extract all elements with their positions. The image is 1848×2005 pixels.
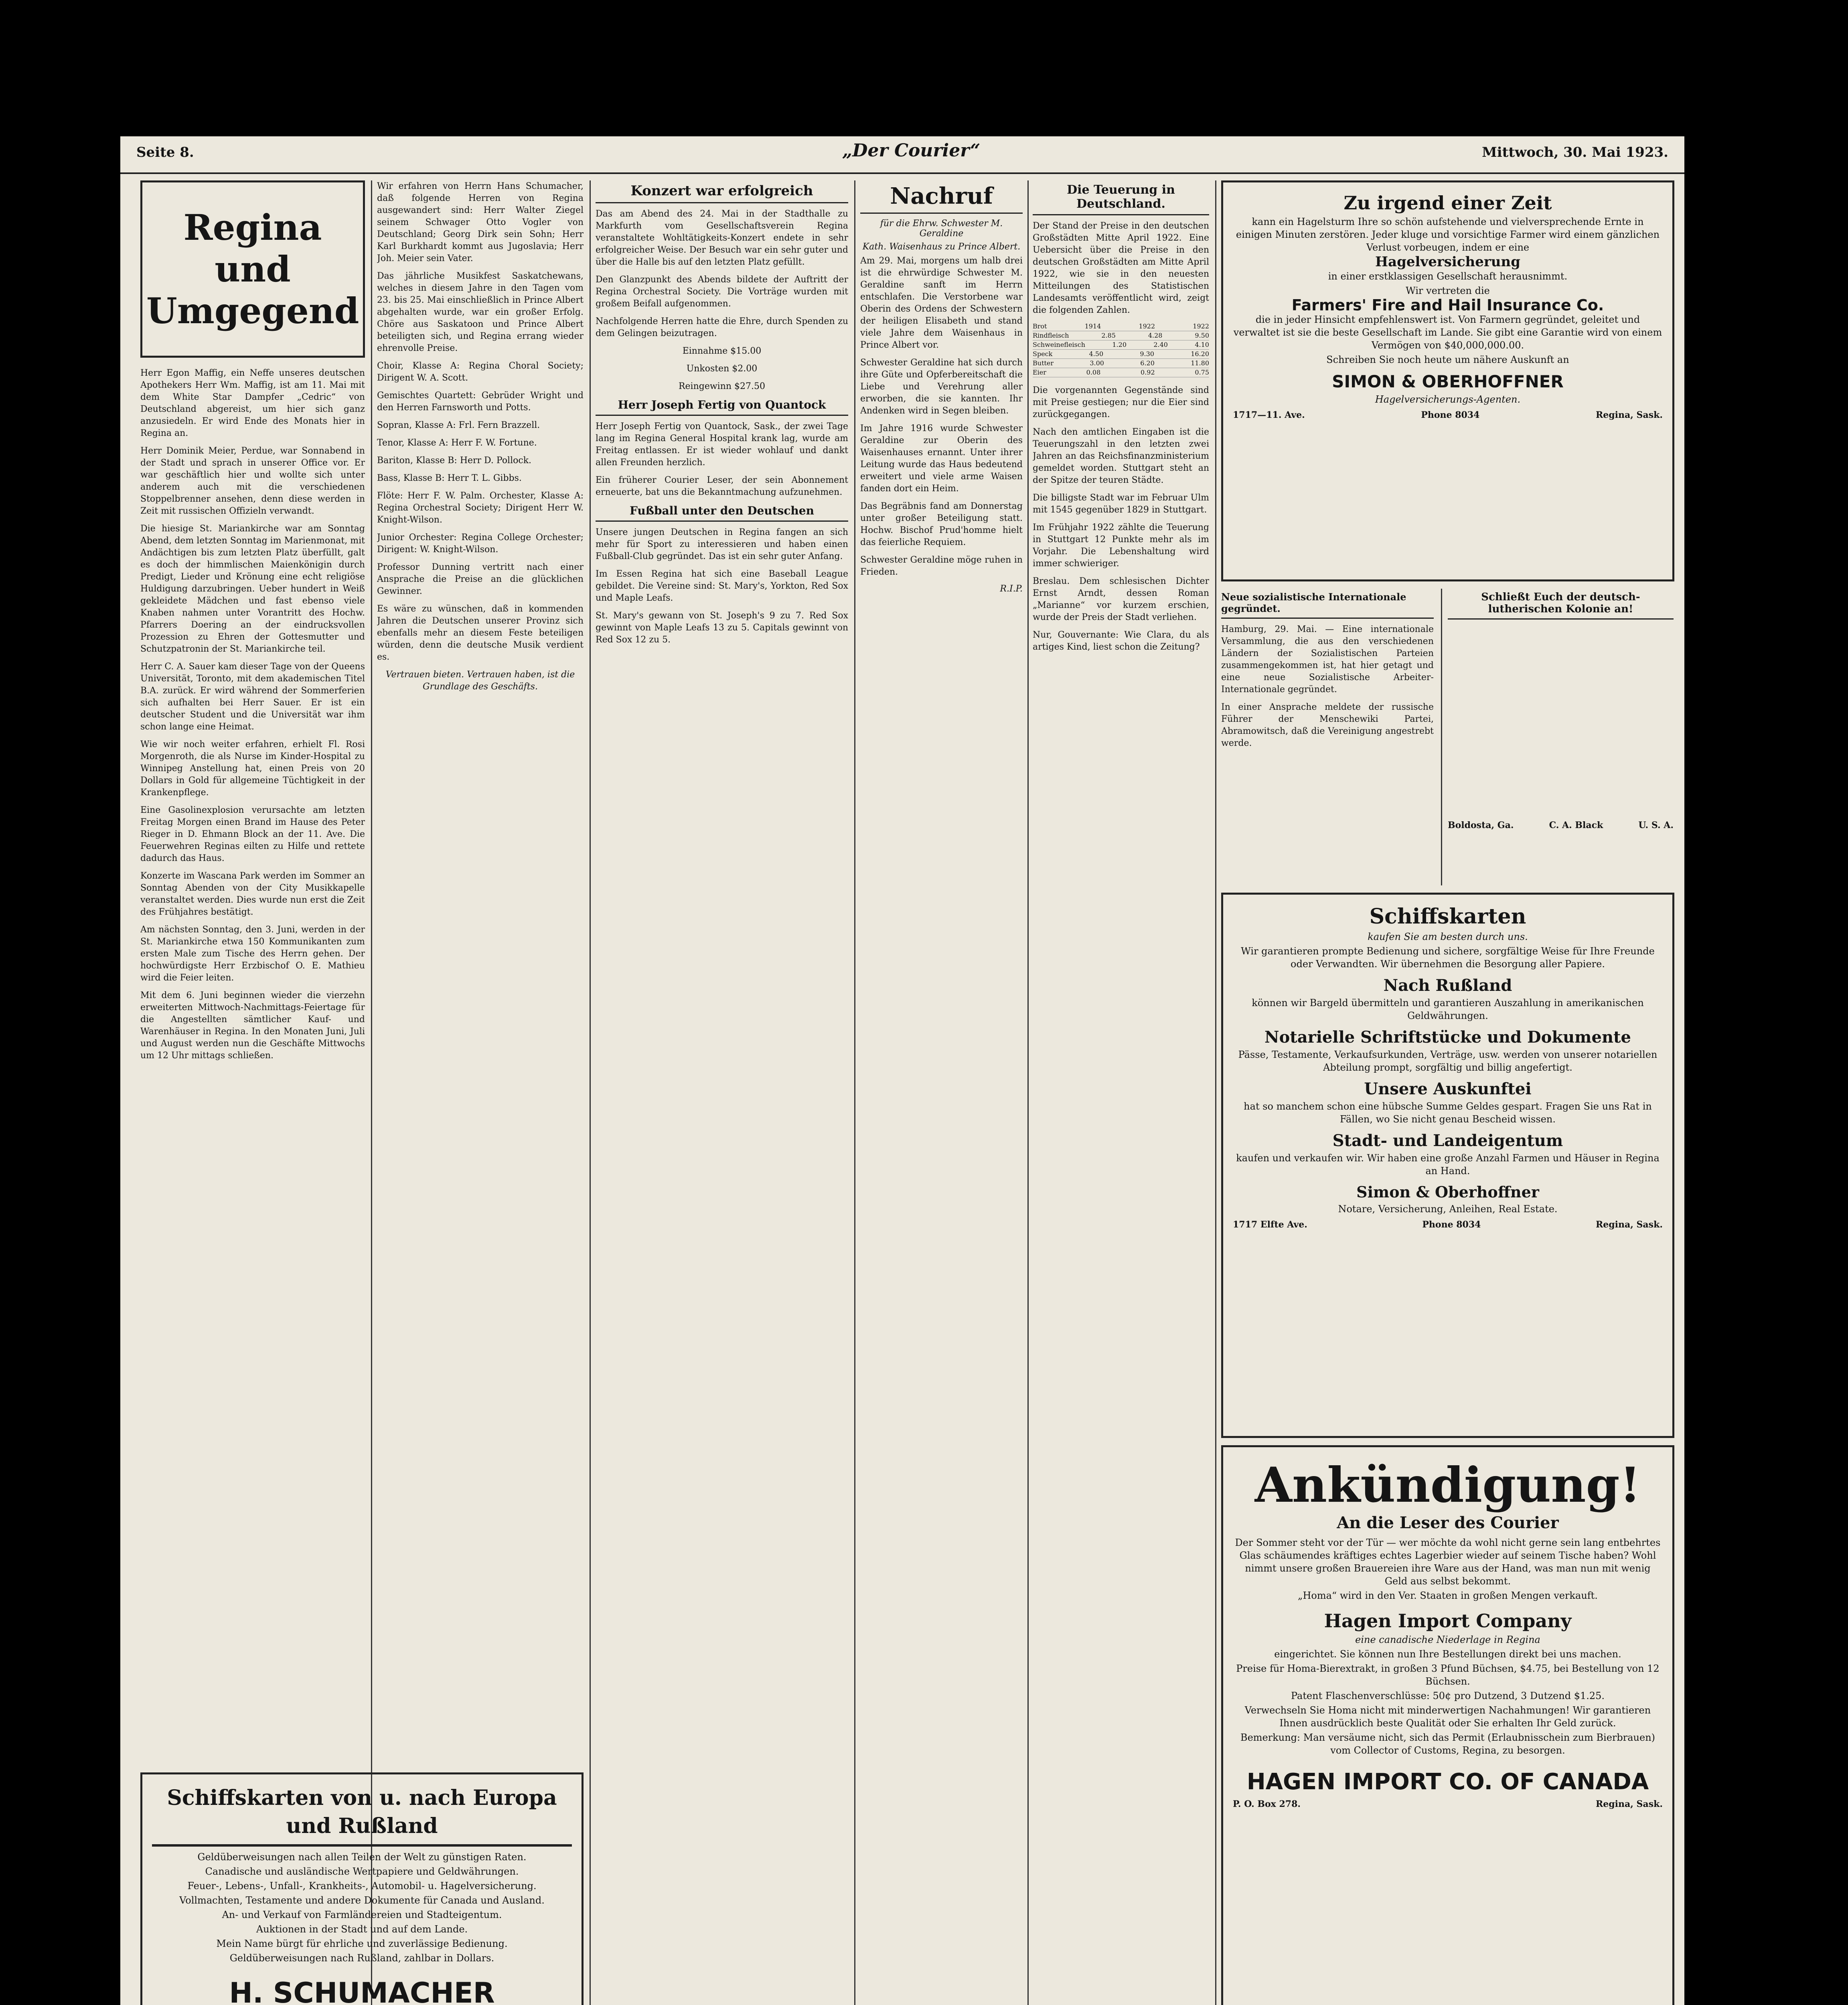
column-local-news <box>140 180 365 1744</box>
column-rule <box>590 180 591 2005</box>
table-row: Schweinefleisch 1.20 2.40 4.10 <box>1033 340 1209 350</box>
colony-notice <box>1441 589 1674 885</box>
news-item: Herr C. A. Sauer kam dieser Tage von der Queens Universität, Toronto, mit dem akademischen Titel B.A. zurück. Er wird während der Sommerferien sich aufhalten bei Herr Sauer. Er ist ein deutscher Student und die Universität war ihm schon lange eine Heimat. <box>140 662 365 732</box>
news-item: Wie wir noch weiter erfahren, erhielt Fl. Rosi Morgenroth, die als Nurse im Kinder-Hospital zu Winnipeg Anstellung hat, einen Preis von 20 Dollars in Gold für allgemeine Tüchtigkeit in der Krankenpflege. <box>140 739 365 798</box>
article-text: St. Mary's gewann von St. Joseph's 9 zu 7. Red Sox gewinnt von Maple Leafs 13 zu 5. Capitals gewinnt von Red Sox 12 zu 5. <box>596 611 848 645</box>
divider <box>152 1844 572 1847</box>
ad-firm-name: H. SCHUMACHER <box>229 1977 495 2005</box>
article-text: Nach den amtlichen Eingaben ist die Teuerungszahl in den letzten zwei Jahren an das Reichsfinanzministerium gemeldet worden. Stuttgart steht an der Spitze der teuren Städte. <box>1033 427 1209 485</box>
ad-phone: Phone 8034 <box>1422 1219 1481 1230</box>
ad-city: Regina, Sask. <box>1595 410 1663 420</box>
table-row: Rindfleisch 2.85 4.28 9.50 <box>1033 331 1209 340</box>
section-masthead: Regina und Umgegend <box>140 180 365 358</box>
ad-line: in einer erstklassigen Gesellschaft herausnimmt. <box>1328 271 1568 282</box>
ad-line: können wir Bargeld übermitteln und garantieren Auszahlung in amerikanischen Geldwährungen. <box>1252 997 1644 1021</box>
hail-insurance-ad <box>1221 180 1674 581</box>
result-line: Flöte: Herr F. W. Palm. Orchester, Klasse A: Regina Orchestral Society; Dirigent Herr W. Knight-Wilson. <box>377 491 584 525</box>
article-headline: Konzert war erfolgreich <box>596 183 848 203</box>
news-item: Es wäre zu wünschen, daß in kommenden Jahren die Deutschen unserer Provinz sich ebenfalls mehr an diesem Feste beteiligen würden, denn die deutsche Musik verdient es. <box>377 604 584 662</box>
price-table <box>1033 322 1209 377</box>
ad-title: Ankündigung! <box>1254 1457 1641 1513</box>
ad-line: kaufen und verkaufen wir. Wir haben eine große Anzahl Farmen und Häuser in Regina an Hand. <box>1236 1152 1660 1177</box>
table-row: Brot 1914 1922 1922 <box>1033 322 1209 331</box>
column-concert <box>596 180 848 2005</box>
result-line: Gemischtes Quartett: Gebrüder Wright und den Herren Farnsworth und Potts. <box>377 391 584 413</box>
ad-heading: Hagen Import Company <box>1324 1610 1572 1632</box>
ad-heading: Notarielle Schriftstücke und Dokumente <box>1264 1028 1631 1047</box>
ad-heading: Stadt- und Landeigentum <box>1332 1131 1563 1150</box>
column-rule <box>1215 180 1216 2005</box>
ad-line: „Homa“ wird in den Ver. Staaten in großen Mengen verkauft. <box>1298 1590 1598 1601</box>
ad-title: Schiffskarten <box>1369 904 1526 929</box>
ad-line: die in jeder Hinsicht empfehlenswert ist. Von Farmern gegründet, geleitet und verwaltet ist sie die beste Gesellschaft im Lande. Sie gibt eine Garantie wird von einem Vermögen von $40,000,000.00. <box>1233 314 1662 351</box>
notice-country: U. S. A. <box>1638 820 1674 830</box>
ad-city: Regina, Sask. <box>1595 1219 1663 1230</box>
news-item: Am nächsten Sonntag, den 3. Juni, werden in der St. Mariankirche etwa 150 Kommunikanten zum ersten Male zum Tische des Herrn gehen. Der hochwürdigste Herr Erzbischof O. E. Mathieu wird die Feier leiten. <box>140 925 365 983</box>
sum-line: Einnahme $15.00 <box>682 346 762 356</box>
news-item: Herr Dominik Meier, Perdue, war Sonnabend in der Stadt und sprach in unserer Office vor. Er war geschäftlich hier und wollte sich unter anderem auch mit die verschiedenen Stoppelbrenner ansehen, denn diese werden in Zeit mit russischen Offizieln verwandt. <box>140 446 365 516</box>
column-rule <box>371 180 372 2005</box>
ad-title: Zu irgend einer Zeit <box>1343 192 1552 214</box>
news-item: Mit dem 6. Juni beginnen wieder die vierzehn erweiterten Mittwoch-Nachmittags-Feiertage für die Angestellten sämtlicher Kauf- und Warenhäuser in Regina. In den Monaten Juni, Juli und August werden nun die Geschäfte Mittwochs um 12 Uhr mittags schließen. <box>140 990 365 1061</box>
ad-footer <box>1233 1219 1663 1230</box>
obituary-place: Kath. Waisenhaus zu Prince Albert. <box>862 242 1021 252</box>
article-headline: Fußball unter den Deutschen <box>596 504 848 522</box>
ad-line: Wir vertreten die <box>1406 285 1490 296</box>
news-item: Die hiesige St. Mariankirche war am Sonntag Abend, dem letzten Sonntag im Marienmonat, mit Andächtigen bis zum letzten Platz überfüllt, galt es doch der himmlischen Maienkönigin durch Predigt, Lieder und Krönung eine echt religiöse Huldigung darzubringen. Ueber hundert in Weiß gekleidete Mädchen und fast ebenso viele Knaben nahmen unter Vorantritt des Hochw. Pfarrers Doering an der eindrucksvollen Prozession zu Ehren der Gottesmutter und Schutzpatronin der St. Mariankirche teil. <box>140 524 365 654</box>
article-text: Den Glanzpunkt des Abends bildete der Auftritt der Regina Orchestral Society. Die Vorträge wurden mit großem Beifall aufgenommen. <box>596 275 848 309</box>
article-text: Die vorgenannten Gegenstände sind mit Preise gestiegen; nur die Eier sind zurückgegangen. <box>1033 385 1209 419</box>
ad-line: eine canadische Niederlage in Regina <box>1355 1634 1540 1645</box>
motto: Vertrauen bieten. Vertrauen haben, ist die Grundlage des Geschäfts. <box>385 670 575 692</box>
ad-box: P. O. Box 278. <box>1233 1799 1301 1809</box>
article-text: Breslau. Dem schlesischen Dichter Ernst Arndt, dessen Roman „Marianne“ vor kurzem erschien, wurde der Preis der Stadt verliehen. <box>1033 576 1209 622</box>
article-headline: Herr Joseph Fertig von Quantock <box>596 398 848 416</box>
sum-line: Unkosten $2.00 <box>686 364 758 374</box>
news-item: Professor Dunning vertritt nach einer Ansprache die Preise an die glücklichen Gewinner. <box>377 562 584 596</box>
notice-signature: C. A. Black <box>1549 820 1603 830</box>
ad-line: Feuer-, Lebens-, Unfall-, Krankheits-, Automobil- u. Hagelversicherung. <box>187 1880 537 1892</box>
ad-line: Verwechseln Sie Homa nicht mit minderwertigen Nachahmungen! Wir garantieren Ihnen ausdrücklich beste Qualität oder Sie erhalten Ihr Geld zurück. <box>1244 1705 1651 1729</box>
obituary-text: Im Jahre 1916 wurde Schwester Geraldine zur Oberin des Waisenhauses ernannt. Unter ihrer Leitung wurde das Haus bedeutend erweitert und viele arme Waisen fanden dort ein Heim. <box>860 423 1023 494</box>
news-item: Herr Egon Maffig, ein Neffe unseres deutschen Apothekers Herr Wm. Maffig, ist am 11. Mai mit dem White Star Dampfer „Cedric“ von Deutschland abgereist, um hier sich ganz anzusiedeln. Er wird Ende des Monats hier in Regina an. <box>140 368 365 438</box>
ad-line: Vollmachten, Testamente und andere Dokumente für Canada und Ausland. <box>179 1895 545 1906</box>
ad-firm-name: HAGEN IMPORT CO. OF CANADA <box>1246 1769 1649 1795</box>
article-text: Hamburg, 29. Mai. — Eine internationale Versammlung, die aus den verschiedenen Ländern der Sozialistischen Parteien zusammengekommen ist, hat hier getagt und eine neue Sozialistische Arbeiter-Internationale gegründet. <box>1221 624 1434 695</box>
page-header <box>120 136 1684 174</box>
hagen-import-ad <box>1221 1445 1674 2005</box>
obituary-text: Am 29. Mai, morgens um halb drei ist die ehrwürdige Schwester M. Geraldine sanft im Herrn entschlafen. Die Verstorbene war Oberin des Ordens der Schwestern der heiligen Elisabeth und stand viele Jahre dem Waisenhaus in Prince Albert vor. <box>860 256 1023 350</box>
news-item: Konzerte im Wascana Park werden im Sommer an Sonntag Abenden von der City Musikkapelle veranstaltet werden. Dies wurde nun erst die Zeit des Frühjahres bestätigt. <box>140 871 365 917</box>
ad-address: 1717 Elfte Ave. <box>1233 1219 1307 1230</box>
column-obituary <box>860 180 1023 2005</box>
notice-title: Schließt Euch der deutsch-lutherischen Kolonie an! <box>1448 591 1674 620</box>
result-line: Sopran, Klasse A: Frl. Fern Brazzell. <box>377 420 540 430</box>
ad-line: Der Sommer steht vor der Tür — wer möchte da wohl nicht gerne sein lang entbehrtes Glas schäumendes kräftiges echtes Lagerbier wieder auf seinem Tische haben? Wohl nimmt unsere großen Brauereien ihre Ware aus der Hand, was man nun mit wenig Geld aus selbst bekommt. <box>1235 1537 1661 1587</box>
article-text: Das am Abend des 24. Mai in der Stadthalle zu Markfurth vom Gesellschaftsverein Regina veranstaltete Wohltätigkeits-Konzert endete in sehr erfolgreicher Weise. Der Besuch war ein sehr guter und über die Halle bis auf den letzten Platz gefüllt. <box>596 209 848 267</box>
column-ads <box>1221 180 1674 2005</box>
ad-firm-sub: Notare, Versicherung, Anleihen, Real Estate. <box>1338 1203 1558 1215</box>
result-line: Bariton, Klasse B: Herr D. Pollock. <box>377 456 532 466</box>
result-line: Tenor, Klasse A: Herr F. W. Fortune. <box>377 438 537 448</box>
news-row <box>1221 589 1674 885</box>
column-rule <box>1027 180 1029 2005</box>
notice-place: Boldosta, Ga. <box>1448 820 1514 830</box>
ad-line: Bemerkung: Man versäume nicht, sich das Permit (Erlaubnisschein zum Bierbrauen) vom Collector of Customs, Regina, zu besorgen. <box>1240 1732 1656 1756</box>
page-number: Seite 8. <box>136 144 194 160</box>
ad-firm-name: Simon & Oberhoffner <box>1356 1183 1539 1201</box>
news-item: Wir erfahren von Herrn Hans Schumacher, daß folgende Herren von Regina ausgewandert sind: Herr Walter Ziegel seinem Schwager Otto Vogler von Deutschland; Georg Dirk sein Sohn; Herr Karl Burkhardt kommt aus Jugoslavia; Herr Joh. Meier sein Vater. <box>377 181 584 263</box>
column-inflation <box>1033 180 1209 2005</box>
table-row: Speck 4.50 9.30 16.20 <box>1033 350 1209 359</box>
article-text: Herr Joseph Fertig von Quantock, Sask., der zwei Tage lang im Regina General Hospital krank lag, wurde am Freitag entlassen. Er ist wieder wohlauf und dankt allen Freunden herzlich. <box>596 421 848 468</box>
ad-line: Schreiben Sie noch heute um nähere Auskunft an <box>1326 354 1569 365</box>
ad-line: Canadische und ausländische Wertpapiere und Geldwährungen. <box>205 1866 519 1877</box>
table-row: Butter 3.00 6.20 11.80 <box>1033 359 1209 368</box>
ad-address: 1717—11. Ave. <box>1233 410 1305 420</box>
ad-line: hat so manchem schon eine hübsche Summe Geldes gespart. Fragen Sie uns Rat in Fällen, wo Sie nicht genau Bescheid wissen. <box>1244 1101 1652 1125</box>
ad-footer <box>1233 410 1663 420</box>
schumacher-ad <box>140 1772 584 2005</box>
rip-mark: R.I.P. <box>1000 584 1023 594</box>
ad-line: Geldüberweisungen nach allen Teilen der Welt zu günstigen Raten. <box>197 1851 527 1863</box>
ad-line: Wir garantieren prompte Bedienung und sichere, sorgfältige Weise für Ihre Freunde oder Verwandten. Wir übernehmen die Besorgung aller Papiere. <box>1241 946 1655 970</box>
article-headline: Die Teuerung in Deutschland. <box>1033 183 1209 215</box>
news-item: Eine Gasolinexplosion verursachte am letzten Freitag Morgen einen Brand im Hause des Peter Rieger in D. Ehmann Block an der 11. Ave. Die Feuerwehren Reginas eilten zu Hilfe und rettete dadurch das Haus. <box>140 805 365 863</box>
article-headline: Neue sozialistische Internationale gegründet. <box>1221 591 1434 619</box>
ad-subtitle: kaufen Sie am besten durch uns. <box>1368 931 1528 942</box>
article-text: Im Essen Regina hat sich eine Baseball League gebildet. Die Vereine sind: St. Mary's, Yorkton, Red Sox und Maple Leafs. <box>596 569 848 603</box>
article-text: Die billigste Stadt war im Februar Ulm mit 1545 gegenüber 1829 in Stuttgart. <box>1033 493 1209 515</box>
ad-line: kann ein Hagelsturm Ihre so schön aufstehende und vielversprechende Ernte in einigen Minuten zerstören. Jeder kluge und vorsichtige Farmer wird einem gänzlichen Verlust vorbeugen, indem er eine <box>1236 216 1660 253</box>
socialist-article <box>1221 589 1434 885</box>
ad-firm-sub: Hagelversicherungs-Agenten. <box>1375 394 1521 405</box>
ad-title: Schiffskarten von u. nach Europa und Rußland <box>167 1786 557 1838</box>
obituary-text: Das Begräbnis fand am Donnerstag unter großer Beteiligung statt. Hochw. Bischof Prud'homme hielt das feierliche Requiem. <box>860 501 1023 547</box>
result-line: Choir, Klasse A: Regina Choral Society; Dirigent W. A. Scott. <box>377 361 584 383</box>
article-text: Ein früherer Courier Leser, der sein Abonnement erneuerte, bat uns die Bekanntmachung aufzunehmen. <box>596 475 848 497</box>
article-text: Unsere jungen Deutschen in Regina fangen an sich mehr für Sport zu interessieren und haben einen Fußball-Club gegründet. Das ist ein sehr guter Anfang. <box>596 527 848 561</box>
ad-city: Regina, Sask. <box>1595 1799 1663 1809</box>
newspaper-page <box>120 136 1684 2005</box>
article-text: In einer Ansprache meldete der russische Führer der Menschewiki Partei, Abramowitsch, daß die Vereinigung angestrebt werde. <box>1221 702 1434 748</box>
ad-line: Preise für Homa-Bierextrakt, in großen 3 Pfund Büchsen, $4.75, bei Bestellung von 12 Büchsen. <box>1236 1663 1660 1687</box>
news-item: Das jährliche Musikfest Saskatchewans, welches in diesem Jahre in den Tagen vom 23. bis 25. Mai einschließlich in Prince Albert abgehalten wurde, war ein großer Erfolg. Chöre aus Saskatoon und Prince Albert beteiligten sich, und Regina errang wieder ehrenvolle Preise. <box>377 271 584 353</box>
article-text: Der Stand der Preise in den deutschen Großstädten Mitte April 1922. Eine Uebersicht über die Preise in den deutschen Großstädten am Mitte April 1922, wie sie in den neuesten Mitteilungen des Statistischen Landesamts veröffentlicht wird, zeigt die folgenden Zahlen. <box>1033 221 1209 315</box>
sum-line: Reingewinn $27.50 <box>678 381 766 391</box>
obituary-headline: Nachruf <box>860 183 1023 214</box>
ad-heading: Hagelversicherung <box>1375 254 1520 270</box>
ad-phone: Phone 8034 <box>1421 410 1480 420</box>
article-text: Nachfolgende Herren hatte die Ehre, durch Spenden zu dem Gelingen beizutragen. <box>596 316 848 338</box>
ad-line: eingerichtet. Sie können nun Ihre Bestellungen direkt bei uns machen. <box>1274 1649 1621 1660</box>
article-text: Nur, Gouvernante: Wie Clara, du als artiges Kind, liest schon die Zeitung? <box>1033 630 1209 652</box>
result-line: Bass, Klasse B: Herr T. L. Gibbs. <box>377 473 522 483</box>
table-row: Eier 0.08 0.92 0.75 <box>1033 368 1209 377</box>
ad-line: Patent Flaschenverschlüsse: 50¢ pro Dutzend, 3 Dutzend $1.25. <box>1291 1690 1605 1701</box>
ad-line: Geldüberweisungen nach Rußland, zahlbar in Dollars. <box>229 1952 494 1964</box>
ad-subtitle: An die Leser des Courier <box>1337 1513 1559 1532</box>
ad-firm-name: SIMON & OBERHOFFNER <box>1332 372 1564 391</box>
shipping-tickets-ad <box>1221 893 1674 1438</box>
paper-name: „Der Courier“ <box>842 140 981 161</box>
ad-heading: Unsere Auskunftei <box>1364 1079 1532 1098</box>
result-line: Junior Orchester: Regina College Orchester; Dirigent: W. Knight-Wilson. <box>377 533 584 555</box>
ad-line: Pässe, Testamente, Verkaufsurkunden, Verträge, usw. werden von unserer notariellen Abteilung prompt, sorgfältig und billig angefertigt. <box>1238 1049 1658 1073</box>
column-local-news-2 <box>377 180 584 1664</box>
obituary-text: Schwester Geraldine hat sich durch ihre Güte und Opferbereitschaft die Liebe und Verehrung aller erworben, die sie kannten. Ihr Andenken wird in Segen bleiben. <box>860 358 1023 416</box>
column-rule <box>854 180 855 2005</box>
ad-company: Farmers' Fire and Hail Insurance Co. <box>1291 296 1604 314</box>
issue-date: Mittwoch, 30. Mai 1923. <box>1482 144 1668 160</box>
obituary-text: Schwester Geraldine möge ruhen in Frieden. <box>860 555 1023 577</box>
article-text: Im Frühjahr 1922 zählte die Teuerung in Stuttgart 12 Punkte mehr als im Vorjahr. Die Lebenshaltung wird immer schwieriger. <box>1033 523 1209 569</box>
ad-line: Mein Name bürgt für ehrliche und zuverlässige Bedienung. <box>216 1938 508 1949</box>
ad-footer <box>1233 1799 1663 1809</box>
ad-line: An- und Verkauf von Farmländereien und Stadteigentum. <box>222 1909 502 1920</box>
ad-line: Auktionen in der Stadt und auf dem Lande. <box>256 1924 468 1935</box>
obituary-subtitle: für die Ehrw. Schwester M. Geraldine <box>880 219 1003 239</box>
ad-heading: Nach Rußland <box>1383 976 1512 995</box>
notice-footer <box>1448 820 1674 830</box>
